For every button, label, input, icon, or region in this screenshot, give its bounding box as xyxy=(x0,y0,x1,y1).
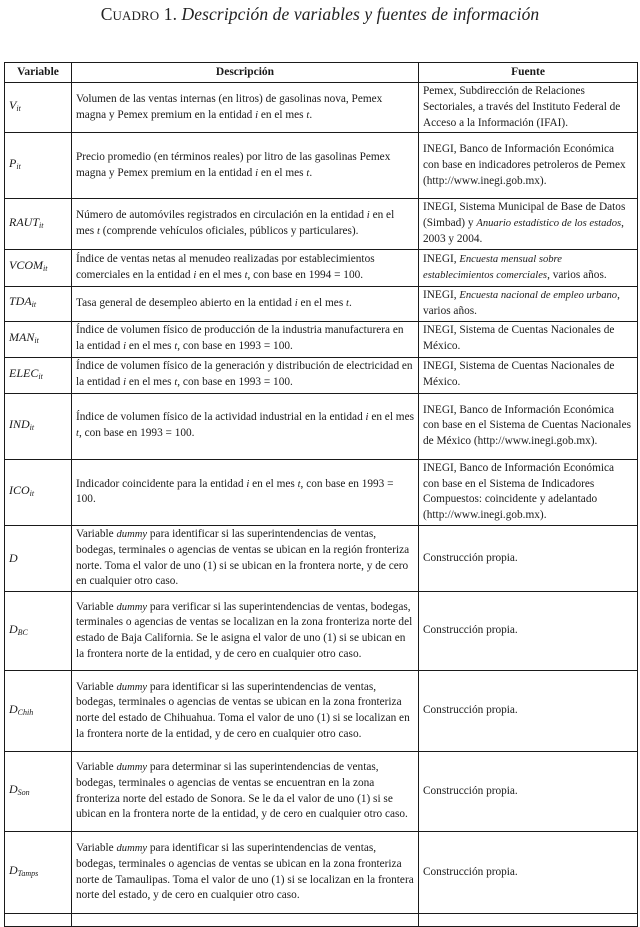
cell-source xyxy=(419,286,638,321)
cell-source xyxy=(419,832,638,914)
variable-symbol: ELEC xyxy=(9,365,39,380)
description-text-run: t xyxy=(244,269,248,281)
description-text-run: i xyxy=(255,167,259,179)
description-text-run: en el mes xyxy=(196,268,245,281)
cell-source xyxy=(419,133,638,199)
description-text-run: i xyxy=(193,269,197,281)
cell-variable xyxy=(5,459,72,525)
description-text-run: para verificar si las superintendencias de ventas, bodegas, terminales o agencias de ventas se localizan en la zona fronteriza norte del estado de Baja California. Se le asigna el valor de uno (1) si se ubican en la frontera norte de la entidad, y de cero en cualquier otro caso. xyxy=(76,600,413,660)
caption-label-initial: C xyxy=(100,4,113,24)
variable-subscript: it xyxy=(34,335,39,345)
variable-symbol: D xyxy=(9,550,18,565)
table-row xyxy=(5,199,638,249)
cell-source xyxy=(419,525,638,591)
description-text-run: . xyxy=(309,108,313,121)
cell-source xyxy=(419,592,638,671)
description-text-run: en el mes xyxy=(76,209,395,238)
source-text-run: Construcción propia. xyxy=(423,551,518,564)
variable-subscript: it xyxy=(16,162,21,172)
source-text-run: Anuario estadístico de los estados xyxy=(476,218,622,230)
description-text-run: Variable xyxy=(76,761,117,774)
cell-source xyxy=(419,199,638,249)
description-text-run: t xyxy=(76,428,79,440)
caption-text: Descripción de variables y fuentes de información xyxy=(181,4,540,24)
header-description: Descripción xyxy=(72,63,419,83)
cell-variable xyxy=(5,671,72,752)
description-text-run: t xyxy=(97,226,100,238)
source-text-run: , 2003 y 2004. xyxy=(423,217,624,245)
variable-symbol: D xyxy=(9,701,18,716)
cell-source xyxy=(419,357,638,393)
table-row xyxy=(5,393,638,459)
cell-variable xyxy=(5,83,72,133)
cell-description xyxy=(72,393,419,459)
cell-description xyxy=(72,286,419,321)
description-text-run: t xyxy=(297,478,301,490)
source-text-run: INEGI, xyxy=(423,252,460,265)
description-text-run: i xyxy=(294,297,298,309)
variable-subscript: it xyxy=(39,220,44,230)
description-text-run: , con base en 1994 = 100. xyxy=(247,268,364,281)
variable-subscript: it xyxy=(31,300,37,310)
description-text-run: para identificar si las superintendencias de ventas, bodegas, terminales o agencias de ventas se ubican en la región fronteriza norte. Toma el valor de uno (1) si se ubican en la frontera norte, y de cero en cualquier otro caso. xyxy=(76,527,410,588)
cell-variable xyxy=(5,592,72,671)
variable-subscript: it xyxy=(43,264,48,274)
source-text-run: INEGI, Sistema de Cuentas Nacionales de México. xyxy=(423,324,615,353)
cell-source xyxy=(419,393,638,459)
description-text-run: para identificar si las superintendencias de ventas, bodegas, terminales o agencias de ventas se ubican en la zona fronteriza norte del estado de Chihuahua. Toma el valor de uno (1) si se localizan en la frontera norte de la entidad, y de cero en cualquier otro caso. xyxy=(76,680,410,740)
cell-description xyxy=(72,459,419,525)
table-continuation xyxy=(5,914,638,927)
variable-symbol: RAUT xyxy=(9,214,39,229)
variable-symbol: D xyxy=(9,782,18,797)
description-text-run: Índice de ventas netas al menudeo realizadas por establecimientos comerciales en la entidad xyxy=(76,252,375,281)
empty-cell xyxy=(419,914,638,927)
source-text-run: INEGI, Sistema Municipal de Base de Datos (Simbad) y xyxy=(423,201,626,230)
cell-description xyxy=(72,525,419,591)
variable-symbol: ICO xyxy=(9,482,30,497)
source-text-run: Construcción propia. xyxy=(423,784,518,797)
cell-description xyxy=(72,671,419,752)
cell-description xyxy=(72,83,419,133)
empty-cell xyxy=(72,914,419,927)
description-text-run: Índice de volumen físico de la actividad industrial en la entidad xyxy=(76,411,366,424)
cell-description xyxy=(72,357,419,393)
table-row xyxy=(5,133,638,199)
source-text-run: Construcción propia. xyxy=(423,865,518,878)
source-text-run: , varios años. xyxy=(547,268,607,281)
cell-variable xyxy=(5,199,72,249)
description-text-run: dummy xyxy=(116,762,148,774)
cell-source xyxy=(419,671,638,752)
variable-subscript: it xyxy=(29,488,35,498)
description-text-run: i xyxy=(255,109,259,121)
description-text-run: Número de automóviles registrados en circulación en la entidad xyxy=(76,209,367,222)
table-row xyxy=(5,286,638,321)
description-text-run: (comprende vehículos oficiales, públicos y particulares). xyxy=(99,225,359,238)
empty-cell xyxy=(5,914,72,927)
source-text-run: Pemex, Subdirección de Relaciones Sectoriales, a través del Instituto Federal de Acceso a la Información (IFAI). xyxy=(423,85,621,129)
variable-symbol: TDA xyxy=(9,294,32,309)
description-text-run: , con base en 1993 = 100. xyxy=(177,376,293,389)
cell-variable xyxy=(5,357,72,393)
cell-description xyxy=(72,249,419,286)
variable-subscript: it xyxy=(16,104,21,114)
source-text-run: Encuesta mensual sobre establecimientos comerciales xyxy=(423,253,562,281)
description-text-run: en el mes xyxy=(249,477,298,490)
source-text-run: INEGI, Sistema de Cuentas Nacionales de México. xyxy=(423,360,615,389)
caption-number: 1. xyxy=(163,4,178,24)
cell-variable xyxy=(5,133,72,199)
cell-source xyxy=(419,752,638,832)
description-text-run: t xyxy=(306,109,310,121)
description-text-run: t xyxy=(306,167,310,179)
description-text-run: Tasa general de desempleo abierto en la entidad xyxy=(76,296,295,309)
variables-table xyxy=(4,62,638,927)
variable-subscript: it xyxy=(38,371,43,381)
description-text-run: dummy xyxy=(116,528,148,540)
description-text-run: para identificar si las superintendencias de ventas, bodegas, terminales o agencias de ventas se ubican en la zona fronteriza norte de Tamaulipas. Toma el valor de uno (1) si se localizan en la frontera norte del estado, y de cero en cualquier otro caso. xyxy=(76,842,414,902)
description-text-run: en el mes xyxy=(297,296,347,309)
source-text-run: Encuesta nacional de empleo urbano xyxy=(459,289,618,301)
table-row xyxy=(5,832,638,914)
table-row xyxy=(5,357,638,393)
description-text-run: . xyxy=(349,296,352,309)
description-text-run: en el mes xyxy=(258,166,307,179)
description-text-run: para determinar si las superintendencias de ventas, bodegas, terminales o agencias de ventas se encuentran en la zona fronteriza norte del estado de Sonora. Se le da el valor de uno (1) si se ubican en la frontera norte de la entidad, y de cero en cualquier otro caso. xyxy=(76,761,408,821)
source-text-run: INEGI, Banco de Información Económica con base en el Sistema de Indicadores Compuestos: coincidente y adelantado (http://www.inegi.gob.mx). xyxy=(423,461,615,522)
cell-description xyxy=(72,592,419,671)
description-text-run: i xyxy=(123,341,127,353)
table-row xyxy=(5,525,638,591)
description-text-run: Indicador coincidente para la entidad xyxy=(76,477,247,490)
description-text-run: i xyxy=(366,210,370,222)
cell-description xyxy=(72,199,419,249)
description-text-run: en el mes xyxy=(126,376,175,389)
description-text-run: i xyxy=(246,478,250,490)
table-caption xyxy=(0,4,640,25)
cell-variable xyxy=(5,321,72,357)
description-text-run: en el mes xyxy=(368,411,414,424)
header-source: Fuente xyxy=(419,63,638,83)
description-text-run: t xyxy=(346,297,349,309)
description-text-run: Volumen de las ventas internas (en litros) de gasolinas nova, Pemex magna y Pemex premium en la entidad xyxy=(76,92,383,121)
description-text-run: Variable xyxy=(76,842,117,855)
cell-description xyxy=(72,133,419,199)
variable-subscript: BC xyxy=(17,627,28,637)
source-text-run: INEGI, xyxy=(423,288,460,301)
variable-subscript: Chih xyxy=(17,707,34,717)
cell-source xyxy=(419,321,638,357)
variable-symbol: D xyxy=(9,621,18,636)
cell-source xyxy=(419,249,638,286)
description-text-run: Índice de volumen físico de producción de la industria manufacturera en la entidad xyxy=(76,324,404,353)
cell-variable xyxy=(5,286,72,321)
description-text-run: dummy xyxy=(116,681,148,693)
variable-symbol: MAN xyxy=(9,329,35,344)
description-text-run: Variable xyxy=(76,680,117,693)
cell-description xyxy=(72,321,419,357)
source-text-run: INEGI, Banco de Información Económica con base en indicadores petroleros de Pemex (http://www.inegi.gob.mx). xyxy=(423,143,626,187)
table-row xyxy=(5,321,638,357)
description-text-run: , con base en 1993 = 100. xyxy=(177,340,293,353)
variable-subscript: Tamps xyxy=(17,869,39,879)
description-text-run: en el mes xyxy=(258,108,307,121)
description-text-run: dummy xyxy=(116,843,148,855)
cell-description xyxy=(72,832,419,914)
table-row xyxy=(5,459,638,525)
description-text-run: Variable xyxy=(76,600,117,613)
variable-subscript: Son xyxy=(17,788,30,798)
cell-variable xyxy=(5,249,72,286)
source-text-run: INEGI, Banco de Información Económica con base en el Sistema de Cuentas Nacionales de México (http://www.inegi.gob.mx). xyxy=(423,403,631,448)
variable-subscript: it xyxy=(29,422,35,432)
description-text-run: Variable xyxy=(76,527,117,540)
variable-symbol: IND xyxy=(9,416,30,431)
description-text-run: en el mes xyxy=(126,340,175,353)
description-text-run: dummy xyxy=(116,601,148,613)
source-text-run: Construcción propia. xyxy=(423,704,518,717)
header-variable: Variable xyxy=(5,63,72,83)
caption-label-rest: UADRO xyxy=(112,8,160,23)
cell-source xyxy=(419,83,638,133)
cell-variable xyxy=(5,752,72,832)
description-text-run: t xyxy=(174,341,178,353)
table-row xyxy=(5,83,638,133)
description-text-run: , con base en 1993 = 100. xyxy=(78,427,195,440)
table-row xyxy=(5,249,638,286)
variable-symbol: P xyxy=(9,156,17,171)
variable-symbol: VCOM xyxy=(9,258,43,273)
variable-symbol: V xyxy=(9,98,17,113)
table-row xyxy=(5,671,638,752)
description-text-run: i xyxy=(365,412,369,424)
description-text-run: Precio promedio (en términos reales) por litro de las gasolinas Pemex magna y Pemex premium en la entidad xyxy=(76,151,391,179)
cell-variable xyxy=(5,832,72,914)
source-text-run: , varios años. xyxy=(423,288,620,317)
source-text-run: Construcción propia. xyxy=(423,624,518,637)
table-row xyxy=(5,752,638,832)
cell-source xyxy=(419,459,638,525)
description-text-run: , con base en 1993 = 100. xyxy=(76,477,394,506)
description-text-run: t xyxy=(174,377,178,389)
cell-variable xyxy=(5,525,72,591)
variable-symbol: D xyxy=(9,863,18,878)
description-text-run: i xyxy=(123,377,127,389)
cell-description xyxy=(72,752,419,832)
table-row xyxy=(5,592,638,671)
cell-variable xyxy=(5,393,72,459)
table-body xyxy=(5,83,638,927)
description-text-run: . xyxy=(309,166,313,179)
description-text-run: Índice de volumen físico de la generación y distribución de electricidad en la entidad xyxy=(76,360,413,389)
table-header-row xyxy=(5,63,638,83)
